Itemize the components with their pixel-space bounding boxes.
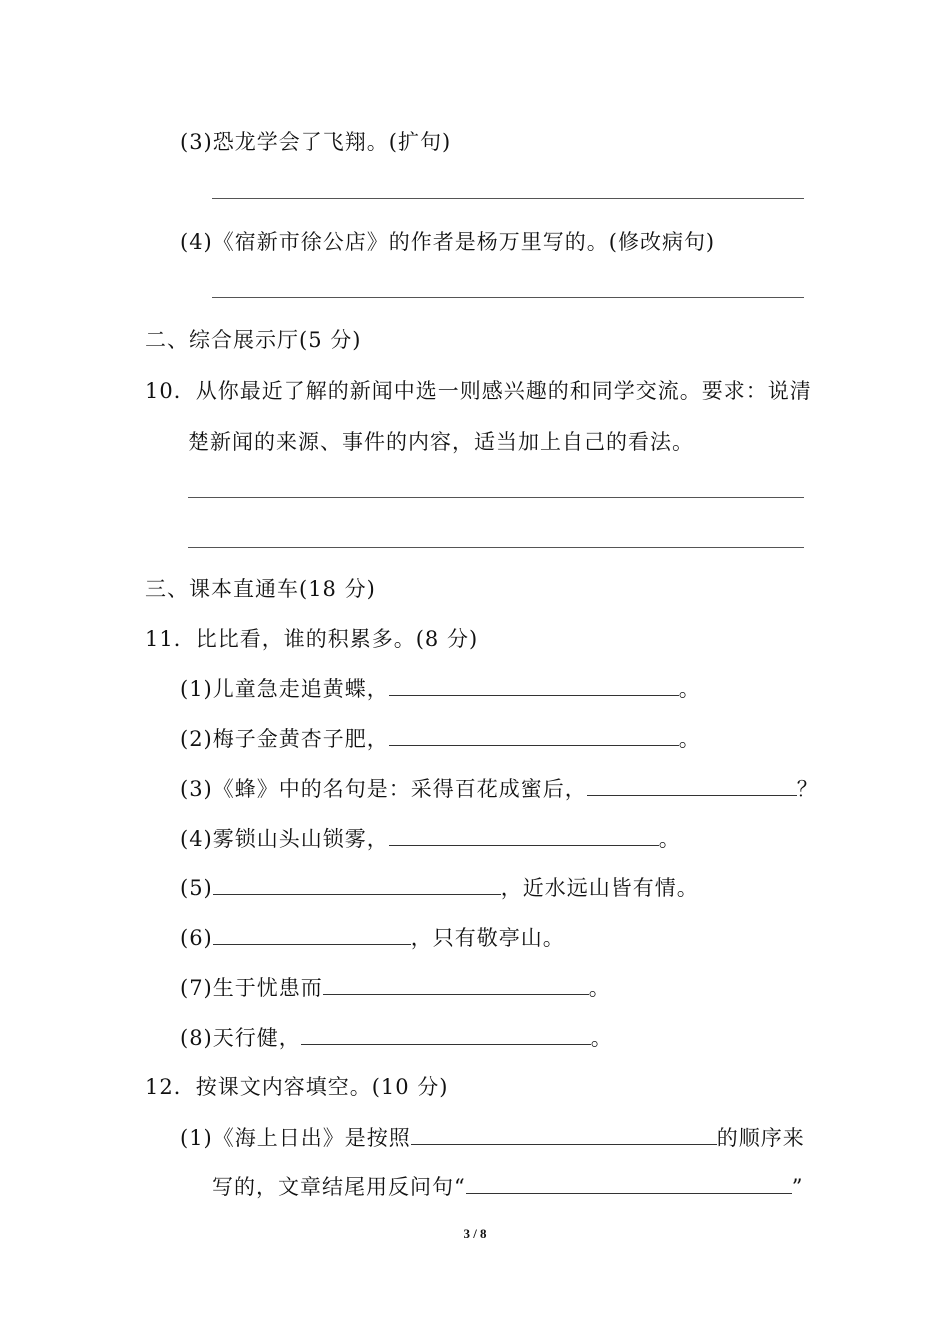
q10-text-line-1: 10．从你最近了解的新闻中选一则感兴趣的和同学交流。要求：说清 [145,379,812,403]
fill-blank[interactable] [301,1024,591,1045]
answer-line-q9-4[interactable] [212,297,804,298]
fill-blank[interactable] [466,1173,792,1194]
answer-line-q10-1[interactable] [188,497,804,498]
q12-title: 12．按课文内容填空。(10 分) [145,1075,449,1099]
q11-item-7: (7)生于忧患而 。 [180,976,611,1000]
q9-item-3: (3)恐龙学会了飞翔。(扩句) [180,130,452,154]
fill-blank[interactable] [323,974,589,995]
q12-item-1-line-1: (1)《海上日出》是按照 的顺序来 [180,1126,805,1150]
q11-item-4: (4)雾锁山头山锁雾， 。 [180,827,681,851]
q9-item-4: (4)《宿新市徐公店》的作者是杨万里写的。(修改病句) [180,230,716,254]
answer-line-q10-2[interactable] [188,547,804,548]
fill-blank[interactable] [411,1124,717,1145]
q11-item-8: (8)天行健， 。 [180,1026,613,1050]
q11-item-6: (6) ，只有敬亭山。 [180,926,565,950]
q11-item-2: (2)梅子金黄杏子肥， 。 [180,727,701,751]
q10-text-line-2: 楚新闻的来源、事件的内容，适当加上自己的看法。 [188,430,694,454]
q11-item-1: (1)儿童急走追黄蝶， 。 [180,677,701,701]
section-2-heading: 二、综合展示厅(5 分) [145,328,362,352]
q11-item-3: (3)《蜂》中的名句是：采得百花成蜜后， ？ [180,777,819,801]
fill-blank[interactable] [587,775,797,796]
q12-item-1-line-2: 写的，文章结尾用反问句“ ” [212,1175,804,1199]
section-3-heading: 三、课本直通车(18 分) [145,577,376,601]
q11-title: 11．比比看，谁的积累多。(8 分) [145,627,479,651]
page-number: 3 / 8 [463,1226,487,1241]
q11-item-5: (5) ，近水远山皆有情。 [180,876,699,900]
fill-blank[interactable] [213,924,411,945]
answer-line-q9-3[interactable] [212,198,804,199]
fill-blank[interactable] [213,874,501,895]
fill-blank[interactable] [389,825,659,846]
fill-blank[interactable] [389,675,679,696]
fill-blank[interactable] [389,725,679,746]
